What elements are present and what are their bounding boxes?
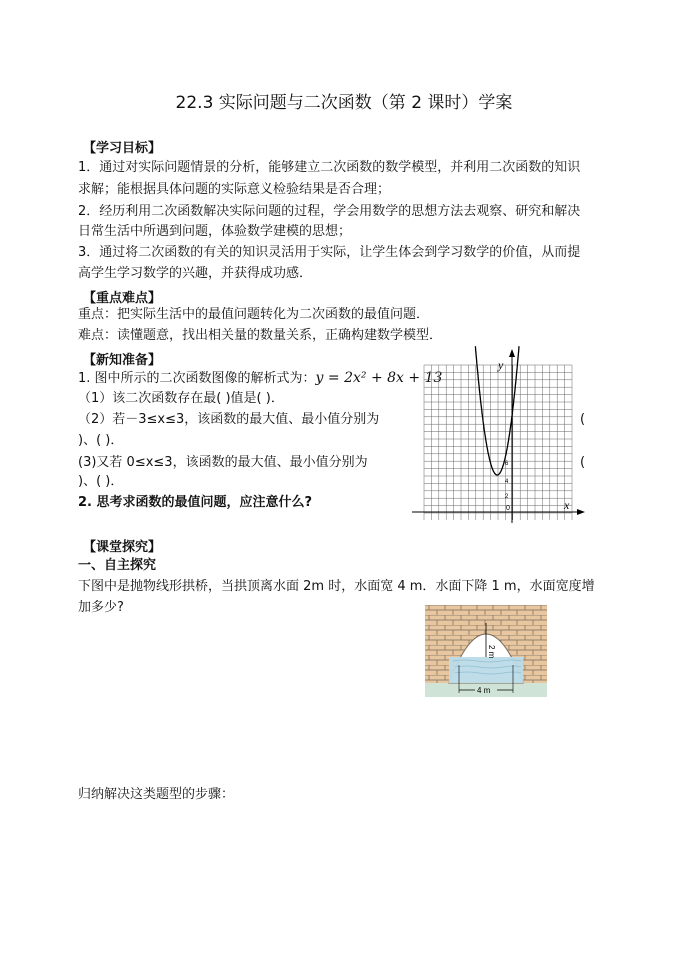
problem-text: 加多少? [78,600,124,615]
question-1 [78,368,442,389]
tick-label: 2 [505,494,509,500]
y-axis-arrow [509,349,515,357]
y-axis-label: y [498,358,504,372]
objective-line: 求解；能根据具体问题的实际意义检验结果是否合理； [78,182,391,197]
sub-question-2: （2）若－3≤x≤3，该函数的最大值、最小值分别为 [78,412,380,427]
summary-text: 归纳解决这类题型的步骤： [78,787,235,802]
sub-question-3-cont: )、( )． [78,474,124,489]
explore-subheader: 一、自主探究 [78,558,157,573]
sub-question-3: (3)又若 0≤x≤3，该函数的最大值、最小值分别为 [78,455,368,470]
preparation-header: 【新知准备】 [83,353,162,368]
question-1-text: 1. 图中所示的二次函数图像的解析式为： [78,371,316,386]
x-axis-label: x [564,498,570,512]
keypoint-line: 难点：读懂题意，找出相关量的数量关系，正确构建数学模型． [78,328,443,343]
paren-open: ( [580,412,586,427]
question-2: 2. 思考求函数的最值问题，应注意什么? [78,495,313,510]
objective-line: 日常生活中所遇到问题，体验数学建模的思想； [78,224,352,239]
objectives-header: 【学习目标】 [83,141,162,156]
explore-header: 【课堂探究】 [83,540,162,555]
height-label: 2 m [487,645,496,659]
width-label: 4 m [477,686,491,695]
x-axis-arrow [577,509,585,515]
problem-text: 下图中是抛物线形拱桥，当拱顶离水面 2m 时，水面宽 4 m．水面下降 1 m，水面宽度增 [78,579,595,594]
tick-label: 4 [505,479,509,485]
page-title: 22.3 实际问题与二次函数（第 2 课时）学案 [175,93,513,113]
parabola-graph [410,345,585,525]
sub-question-2-cont: )、( )． [78,433,124,448]
sub-question-1: （1）该二次函数存在最( )值是( )． [78,391,284,406]
paren-open: ( [580,455,586,470]
objective-line: 高学生学习数学的兴趣，并获得成功感． [78,266,313,281]
tick-label: 6 [505,461,509,467]
origin-label: 0 [506,505,510,512]
water [449,657,523,683]
objective-line: 2．经历利用二次函数解决实际问题的过程，学会用数学的思想方法去观察、研究和解决 [78,204,581,219]
graph-grid [424,365,572,520]
formula: y = 2x² + 8x + 13 [315,370,443,386]
bridge-figure [425,605,547,697]
objective-line: 1．通过对实际问题情景的分析，能够建立二次函数的数学模型，并利用二次函数的知识 [78,160,581,175]
keypoints-header: 【重点难点】 [83,291,162,306]
keypoint-line: 重点：把实际生活中的最值问题转化为二次函数的最值问题． [78,307,430,322]
objective-line: 3．通过将二次函数的有关的知识灵活用于实际，让学生体会到学习数学的价值，从而提 [78,245,581,260]
